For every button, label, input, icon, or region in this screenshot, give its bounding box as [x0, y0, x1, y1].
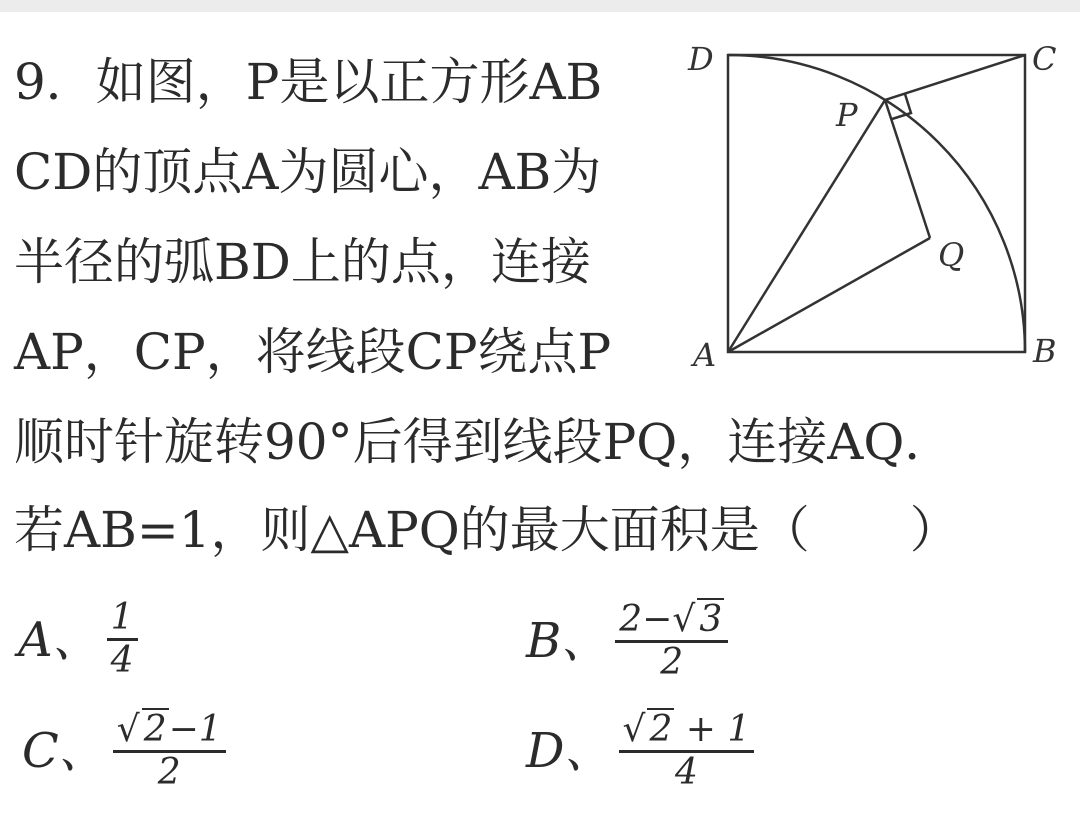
segment-cp [885, 55, 1025, 100]
question-line-6: 若AB=1，则△APQ的最大面积是（ ） [14, 501, 960, 559]
option-b-fraction [615, 598, 728, 683]
question-line-1: 9．如图，P是以正方形AB [14, 53, 603, 111]
option-c[interactable] [22, 708, 226, 793]
option-a-denominator: 4 [110, 640, 134, 681]
option-c-fraction [113, 708, 226, 793]
segment-pq [885, 100, 930, 238]
option-d-radicand: 2 [649, 709, 673, 750]
question-line-2: CD的顶点A为圆心，AB为 [14, 143, 602, 201]
segment-ap [728, 100, 885, 352]
option-b[interactable] [526, 598, 728, 683]
label-b: B [1033, 332, 1057, 370]
segment-aq [728, 238, 930, 352]
option-b-label: B、 [526, 612, 610, 669]
label-d: D [688, 40, 714, 78]
option-b-radicand: 3 [699, 599, 723, 640]
top-bar [0, 0, 1080, 12]
arc-bd [728, 55, 1025, 352]
option-d-denominator: 4 [674, 752, 698, 793]
label-p: P [836, 96, 858, 134]
square-abcd [728, 55, 1025, 352]
label-c: C [1032, 40, 1057, 78]
label-q: Q [938, 236, 965, 274]
option-c-radicand: 2 [143, 709, 167, 750]
option-a-label: A、 [18, 611, 101, 668]
option-a[interactable] [18, 598, 138, 681]
question-line-5: 顺时针旋转90°后得到线段PQ，连接AQ． [14, 413, 955, 471]
question-line-3: 半径的弧BD上的点，连接 [14, 233, 591, 291]
label-a: A [693, 336, 717, 374]
option-b-denominator: 2 [660, 642, 684, 683]
option-c-num-post: −1 [168, 709, 222, 750]
option-c-numerator: √ 2−1 [113, 708, 226, 753]
right-angle-mark [892, 94, 911, 119]
question-line-4: AP，CP，将线段CP绕点P [14, 323, 612, 381]
option-c-denominator: 2 [157, 752, 181, 793]
option-a-fraction [107, 598, 138, 681]
option-d-num-post: + 1 [674, 709, 751, 750]
option-d-label: D、 [526, 722, 613, 779]
option-d[interactable] [526, 708, 754, 793]
option-d-numerator: √ 2 + 1 [619, 708, 755, 753]
option-a-numerator: 1 [107, 598, 138, 641]
option-b-numerator: 2−√ 3 [615, 598, 728, 643]
option-d-fraction [619, 708, 755, 793]
option-b-num-pre: 2− [619, 599, 673, 640]
option-c-label: C、 [22, 722, 107, 779]
